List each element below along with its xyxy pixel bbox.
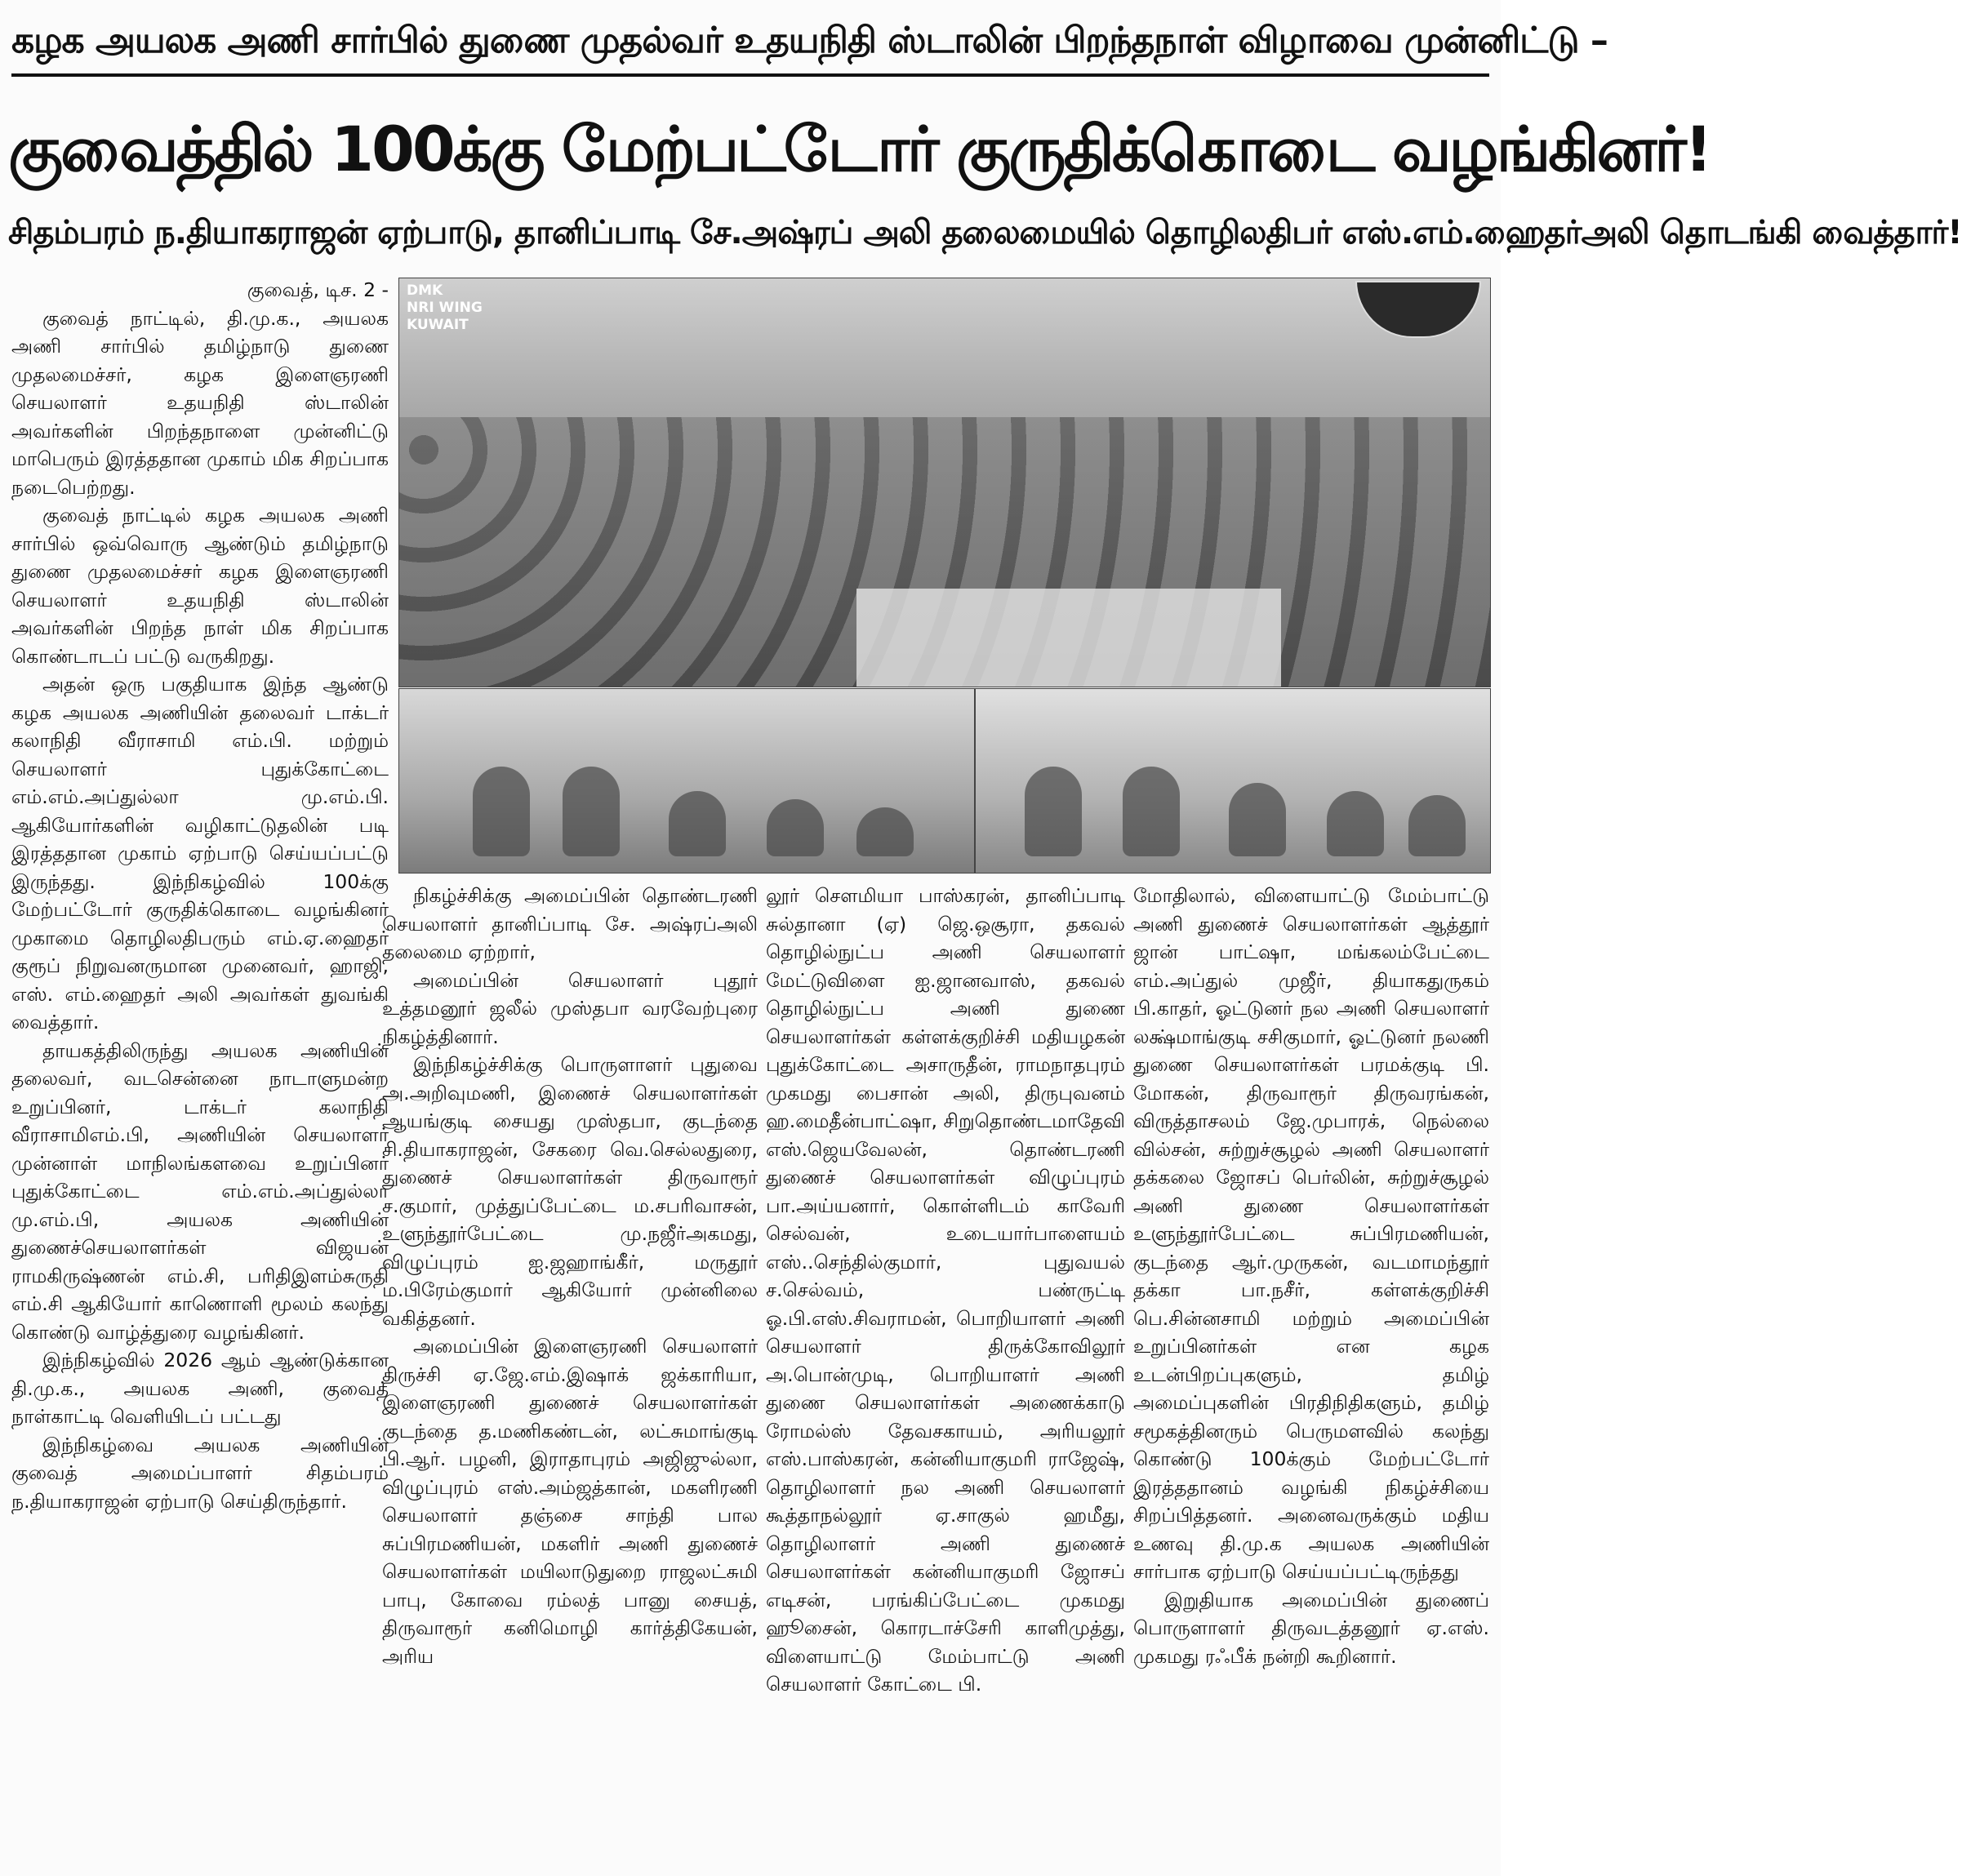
paragraph: இந்நிகழ்வில் 2026 ஆம் ஆண்டுக்கான தி.மு.க., அயலக அணி, குவைத் நாள்காட்டி வெளியிடப் பட்டது [11, 1349, 389, 1428]
paragraph: அதன் ஒரு பகுதியாக இந்த ஆண்டு கழக அயலக அணியின் தலைவர் டாக்டர் கலாநிதி வீராசாமி எம்.பி. மற்றும் செயலாளர் புதுக்கோட்டை எம்.எம்.அப்துல்லா மு.எம்.பி. ஆகியோர்களின் வழிகாட்டுதலின் படி இரத்ததான முகாம் ஏற்பாடு செய்யப்பட்டு இருந்தது. இந்நிகழ்வில் 100க்கு மேற்பட்டோர் குருதிக்கொடை வழங்கினர் முகாமை தொழிலதிபரும் எம்.ஏ.ஹைதர் குரூப் நிறுவனருமான முனைவர், ஹாஜி, எஸ். எம்.ஹைதர் அலி அவர்கள் துவங்கி வைத்தார். [11, 673, 389, 1034]
paragraph: இந்நிகழ்வை அயலக அணியின் குவைத் அமைப்பாளர் சிதம்பரம் ந.தியாகராஜன் ஏற்பாடு செய்திருந்தார். [11, 1433, 389, 1513]
article-column-2 [382, 882, 758, 1861]
person-figure [1229, 783, 1286, 856]
person-figure [1327, 791, 1384, 856]
logo-line-1: DMK [407, 282, 443, 299]
article-column-4 [1133, 882, 1489, 1861]
paragraph: குவைத் நாட்டில் கழக அயலக அணி சார்பில் ஒவ்வொரு ஆண்டும் தமிழ்நாடு துணை முதலமைச்சர் கழக இளைஞரணி செயலாளர் உதயநிதி ஸ்டாலின் அவர்களின் பிறந்த நாள் மிக சிறப்பாக கொண்டாடப் பட்டு வருகிறது. [11, 504, 389, 668]
paragraph: இறுதியாக அமைப்பின் துணைப் பொருளாளர் திருவடத்தனூர் ஏ.எஸ். முகமது ரஃபீக் நன்றி கூறினார். [1133, 1588, 1489, 1668]
person-figure [1025, 767, 1082, 856]
table-shape [856, 589, 1281, 687]
dmk-nri-logo [407, 282, 496, 336]
blood-donation-photo-left [398, 688, 975, 874]
header-rule [11, 73, 1489, 77]
paragraph: அமைப்பின் இளைஞரணி செயலாளர் திருச்சி ஏ.ஜே.எம்.இஷாக் ஜக்காரியா, இளைஞரணி துணைச் செயலாளர்கள் குடந்தை த.மணிகண்டன், லட்சுமாங்குடி பி.ஆர். பழனி, இராதாபுரம் அஜிஜுல்லா, விழுப்புரம் எஸ்.அம்ஜத்கான், மகளிரணி செயலாளர் தஞ்சை சாந்தி பால சுப்பிரமணியன், மகளிர் அணி துணைச் செயலாளர்கள் மயிலாடுதுறை ராஜலட்சுமி பாபு, கோவை ரம்லத் பானு சையத், திருவாரூர் கனிமொழி கார்த்திகேயன், அரிய [382, 1335, 758, 1668]
group-photo [398, 278, 1491, 687]
person-figure [1408, 795, 1466, 856]
paragraph: இந்நிகழ்ச்சிக்கு பொருளாளர் புதுவை அ.அறிவுமணி, இணைச் செயலாளர்கள் ஆயங்குடி சையது முஸ்தபா, குடந்தை சி.தியாகராஜன், சேகரை வெ.செல்லதுரை, துணைச் செயலாளர்கள் திருவாரூர் ச.குமார், முத்துப்பேட்டை ம.சபரிவாசன், உளுந்தூர்பேட்டை மு.நஜீர்அகமது, விழுப்புரம் ஐ.ஜஹாங்கீர், மருதூர் ம.பிரேம்குமார் ஆகியோர் முன்னிலை வகித்தனர். [382, 1053, 758, 1330]
kicker-line: கழக அயலக அணி சார்பில் துணை முதல்வர் உதயநிதி ஸ்டாலின் பிறந்தநாள் விழாவை முன்னிட்டு – [11, 20, 1608, 61]
article-column-1 [11, 276, 389, 1864]
logo-line-2: NRI WING [407, 300, 483, 316]
blood-donation-photo-right [975, 688, 1491, 874]
person-figure [669, 791, 726, 856]
dateline: குவைத், டிச. 2 - [247, 278, 389, 301]
article-column-3 [766, 882, 1125, 1861]
paragraph: குவைத் நாட்டில், தி.மு.க., அயலக அணி சார்பில் தமிழ்நாடு துணை முதலமைச்சர், கழக இளைஞரணி செயலாளர் உதயநிதி ஸ்டாலின் அவர்களின் பிறந்தநாளை முன்னிட்டு மாபெரும் இரத்ததான முகாம் மிக சிறப்பாக நடைபெற்றது. [11, 306, 389, 499]
person-figure [1123, 767, 1180, 856]
person-figure [856, 807, 914, 856]
paragraph: தாயகத்திலிருந்து அயலக அணியின் தலைவர், வடசென்னை நாடாளுமன்ற உறுப்பினர், டாக்டர் கலாநிதி வீராசாமிஎம்.பி, அணியின் செயலாளர் முன்னாள் மாநிலங்களவை உறுப்பினர் புதுக்கோட்டை எம்.எம்.அப்துல்லா மு.எம்.பி, அயலக அணியின் துணைச்செயலாளர்கள் விஜயன் ராமகிருஷ்ணன் எம்.சி, பரிதிஇளம்சுருதி எம்.சி ஆகியோர் காணொளி மூலம் கலந்து கொண்டு வாழ்த்துரை வழங்கினர். [11, 1038, 389, 1344]
paragraph: நிகழ்ச்சிக்கு அமைப்பின் தொண்டரணி செயலாளர் தானிப்பாடி சே. அஷ்ரப்அலி தலைமை ஏற்றார், [382, 884, 758, 963]
subheadline: சிதம்பரம் ந.தியாகராஜன் ஏற்பாடு, தானிப்பாடி சே.அஷ்ரப் அலி தலைமையில் தொழிலதிபர் எஸ்.எம்.ஹைதர்அலி தொடங்கி வைத்தார்! [8, 214, 1962, 251]
headline: குவைத்தில் 100க்கு மேற்பட்டோர் குருதிக்கொடை வழங்கினர்! [8, 113, 1711, 185]
paragraph: அமைப்பின் செயலாளர் புதூர் உத்தமனூர் ஜலீல் முஸ்தபா வரவேற்புரை நிகழ்த்தினார். [382, 968, 758, 1048]
logo-line-3: KUWAIT [407, 317, 469, 333]
person-figure [767, 799, 824, 856]
person-figure [473, 767, 530, 856]
paragraph: லூர் சௌமியா பாஸ்கரன், தானிப்பாடி சுல்தானா (ஏ) ஜெ.ஒசூரா, தகவல் தொழில்நுட்ப அணி செயலாளர் மேட்டுவிளை ஐ.ஜானவாஸ், தகவல் தொழில்நுட்ப அணி துணை செயலாளர்கள் கள்ளக்குறிச்சி மதியழகன் புதுக்கோட்டை அசாருதீன், ராமநாதபுரம் முகமது பைசான் அலி, திருபுவனம் ஹ.மைதீன்பாட்ஷா, சிறுதொண்டமாதேவி எஸ்.ஜெயவேலன், தொண்டரணி துணைச் செயலாளர்கள் விழுப்புரம் பா.அய்யனார், கொள்ளிடம் காவேரி செல்வன், உடையார்பாளையம் எஸ்..செந்தில்குமார், புதுவயல் ச.செல்வம், பண்ருட்டி ஓ.பி.எஸ்.சிவராமன், பொறியாளர் அணி செயலாளர் திருக்கோவிலூர் அ.பொன்முடி, பொறியாளர் அணி துணை செயலாளர்கள் அணைக்காடு ரோமல்ஸ் தேவசகாயம், அரியலூர் எஸ்.பாஸ்கரன், கன்னியாகுமரி ராஜேஷ், தொழிலாளர் நல அணி செயலாளர் கூத்தாநல்லூர் ஏ.சாகுல் ஹமீது, தொழிலாளர் அணி துணைச் செயலாளர்கள் கன்னியாகுமரி ஜோசப் எடிசன், பரங்கிப்பேட்டை முகமது ஹூசைன், கொரடாச்சேரி காளிமுத்து, விளையாட்டு மேம்பாட்டு அணி செயலாளர் கோட்டை பி. [766, 884, 1125, 1696]
person-figure [563, 767, 620, 856]
paragraph: மோதிலால், விளையாட்டு மேம்பாட்டு அணி துணைச் செயலாளர்கள் ஆத்தூர் ஜான் பாட்ஷா, மங்கலம்பேட்டை எம்.அப்துல் முஜீர், தியாகதுருகம் பி.காதர், ஓட்டுனர் நல அணி செயலாளர் லக்ஷ்மாங்குடி சசிகுமார், ஓட்டுனர் நலணி துணை செயலாளர்கள் பரமக்குடி பி. மோகன், திருவாரூர் திருவரங்கன், விருத்தாசலம் ஜே.முபாரக், நெல்லை வில்சன், சுற்றுச்சூழல் அணி செயலாளர் தக்கலை ஜோசப் பெர்லின், சுற்றுச்சூழல் அணி துணை செயலாளர்கள் உளுந்தூர்பேட்டை சுப்பிரமணியன், குடந்தை ஆர்.முருகன், வடமாமந்தூர் தக்கா பா.நசீர், கள்ளக்குறிச்சி பெ.சின்னசாமி மற்றும் அமைப்பின் உறுப்பினர்கள் என கழக உடன்பிறப்புகளும், தமிழ் அமைப்புகளின் பிரதிநிதிகளும், தமிழ் சமூகத்தினரும் பெருமளவில் கலந்து கொண்டு 100க்கும் மேற்பட்டோர் இரத்ததானம் வழங்கி நிகழ்ச்சியை சிறப்பித்தனர். அனைவருக்கும் மதிய உணவு தி.மு.க அயலக அணியின் சார்பாக ஏற்பாடு செய்யப்பட்டிருந்தது [1133, 884, 1489, 1583]
